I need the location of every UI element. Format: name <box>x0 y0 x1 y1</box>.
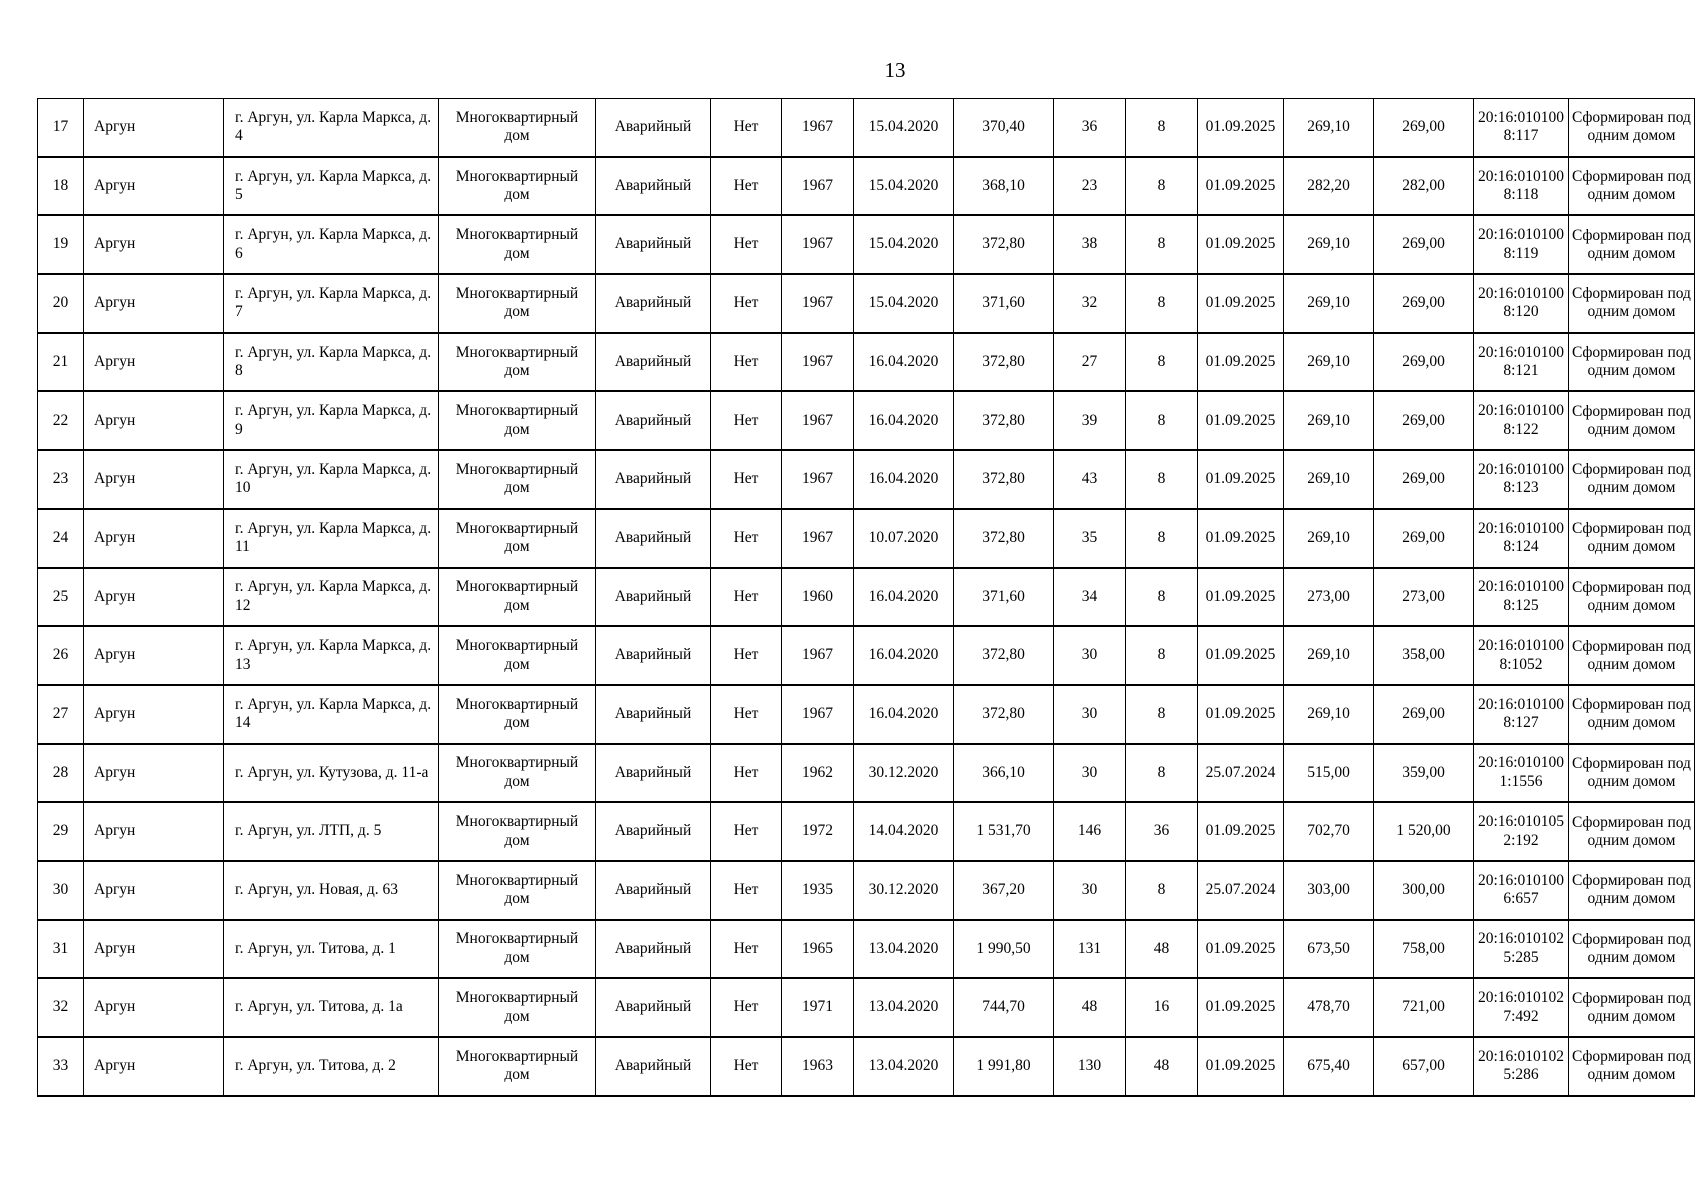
plot-area-cell: 359,00 <box>1374 744 1474 803</box>
municipality-cell: Аргун <box>84 978 224 1037</box>
condition-cell: Аварийный <box>596 391 711 450</box>
apartments-cell: 8 <box>1126 861 1198 920</box>
resettlement-date-cell: 01.09.2025 <box>1198 920 1284 979</box>
municipality-cell: Аргун <box>84 1037 224 1096</box>
plot-status-cell: Сформирован под одним домом <box>1569 333 1695 392</box>
total-area-cell: 371,60 <box>954 274 1054 333</box>
condition-cell: Аварийный <box>596 978 711 1037</box>
build-year-cell: 1967 <box>782 391 854 450</box>
residents-cell: 27 <box>1054 333 1126 392</box>
table-row <box>38 802 1695 861</box>
total-area-cell: 1 991,80 <box>954 1037 1054 1096</box>
build-year-cell: 1967 <box>782 450 854 509</box>
apartments-cell: 8 <box>1126 157 1198 216</box>
building-type-cell: Многоквартирный дом <box>439 1037 596 1096</box>
total-area-cell: 370,40 <box>954 99 1054 157</box>
condition-cell: Аварийный <box>596 744 711 803</box>
residents-cell: 43 <box>1054 450 1126 509</box>
building-type-cell: Многоквартирный дом <box>439 744 596 803</box>
row-number-cell: 28 <box>38 744 84 803</box>
table-row <box>38 744 1695 803</box>
address-cell: г. Аргун, ул. Кутузова, д. 11-а <box>224 744 439 803</box>
table-row <box>38 978 1695 1037</box>
municipality-cell: Аргун <box>84 568 224 627</box>
condition-cell: Аварийный <box>596 861 711 920</box>
plot-status-cell: Сформирован под одним домом <box>1569 568 1695 627</box>
recognition-date-cell: 16.04.2020 <box>854 391 954 450</box>
plot-area-cell: 269,00 <box>1374 215 1474 274</box>
flag-cell: Нет <box>711 274 782 333</box>
resettlement-date-cell: 25.07.2024 <box>1198 744 1284 803</box>
plot-status-cell: Сформирован под одним домом <box>1569 978 1695 1037</box>
table-row <box>38 157 1695 216</box>
building-type-cell: Многоквартирный дом <box>439 685 596 744</box>
cadastral-number-cell: 20:16:0101008:127 <box>1474 685 1569 744</box>
condition-cell: Аварийный <box>596 450 711 509</box>
plot-area-cell: 358,00 <box>1374 626 1474 685</box>
apartments-cell: 8 <box>1126 685 1198 744</box>
residents-cell: 39 <box>1054 391 1126 450</box>
residential-area-cell: 269,10 <box>1284 685 1374 744</box>
resettlement-date-cell: 01.09.2025 <box>1198 450 1284 509</box>
flag-cell: Нет <box>711 978 782 1037</box>
cadastral-number-cell: 20:16:0101008:121 <box>1474 333 1569 392</box>
flag-cell: Нет <box>711 802 782 861</box>
condition-cell: Аварийный <box>596 1037 711 1096</box>
flag-cell: Нет <box>711 1037 782 1096</box>
municipality-cell: Аргун <box>84 391 224 450</box>
municipality-cell: Аргун <box>84 744 224 803</box>
cadastral-number-cell: 20:16:0101008:117 <box>1474 99 1569 157</box>
plot-status-cell: Сформирован под одним домом <box>1569 450 1695 509</box>
row-number-cell: 17 <box>38 99 84 157</box>
resettlement-date-cell: 01.09.2025 <box>1198 568 1284 627</box>
row-number-cell: 29 <box>38 802 84 861</box>
residents-cell: 131 <box>1054 920 1126 979</box>
cadastral-number-cell: 20:16:0101008:120 <box>1474 274 1569 333</box>
build-year-cell: 1967 <box>782 685 854 744</box>
recognition-date-cell: 13.04.2020 <box>854 1037 954 1096</box>
address-cell: г. Аргун, ул. Карла Маркса, д. 10 <box>224 450 439 509</box>
row-number-cell: 21 <box>38 333 84 392</box>
address-cell: г. Аргун, ул. Титова, д. 2 <box>224 1037 439 1096</box>
residential-area-cell: 269,10 <box>1284 450 1374 509</box>
build-year-cell: 1967 <box>782 626 854 685</box>
total-area-cell: 371,60 <box>954 568 1054 627</box>
residents-cell: 32 <box>1054 274 1126 333</box>
table-row <box>38 568 1695 627</box>
total-area-cell: 372,80 <box>954 626 1054 685</box>
total-area-cell: 372,80 <box>954 450 1054 509</box>
plot-area-cell: 269,00 <box>1374 333 1474 392</box>
recognition-date-cell: 16.04.2020 <box>854 568 954 627</box>
plot-area-cell: 269,00 <box>1374 274 1474 333</box>
address-cell: г. Аргун, ул. Карла Маркса, д. 7 <box>224 274 439 333</box>
row-number-cell: 30 <box>38 861 84 920</box>
condition-cell: Аварийный <box>596 685 711 744</box>
building-type-cell: Многоквартирный дом <box>439 391 596 450</box>
row-number-cell: 20 <box>38 274 84 333</box>
residents-cell: 48 <box>1054 978 1126 1037</box>
total-area-cell: 1 990,50 <box>954 920 1054 979</box>
table-row <box>38 626 1695 685</box>
build-year-cell: 1963 <box>782 1037 854 1096</box>
resettlement-date-cell: 01.09.2025 <box>1198 99 1284 157</box>
flag-cell: Нет <box>711 920 782 979</box>
apartments-cell: 16 <box>1126 978 1198 1037</box>
cadastral-number-cell: 20:16:0101008:123 <box>1474 450 1569 509</box>
flag-cell: Нет <box>711 568 782 627</box>
cadastral-number-cell: 20:16:0101025:285 <box>1474 920 1569 979</box>
resettlement-date-cell: 01.09.2025 <box>1198 274 1284 333</box>
residential-area-cell: 269,10 <box>1284 99 1374 157</box>
table-row <box>38 450 1695 509</box>
condition-cell: Аварийный <box>596 568 711 627</box>
residents-cell: 130 <box>1054 1037 1126 1096</box>
plot-status-cell: Сформирован под одним домом <box>1569 744 1695 803</box>
residents-cell: 34 <box>1054 568 1126 627</box>
plot-status-cell: Сформирован под одним домом <box>1569 861 1695 920</box>
cadastral-number-cell: 20:16:0101008:125 <box>1474 568 1569 627</box>
flag-cell: Нет <box>711 450 782 509</box>
resettlement-date-cell: 01.09.2025 <box>1198 802 1284 861</box>
condition-cell: Аварийный <box>596 509 711 568</box>
building-type-cell: Многоквартирный дом <box>439 99 596 157</box>
row-number-cell: 31 <box>38 920 84 979</box>
apartments-cell: 48 <box>1126 1037 1198 1096</box>
building-type-cell: Многоквартирный дом <box>439 274 596 333</box>
plot-status-cell: Сформирован под одним домом <box>1569 1037 1695 1096</box>
row-number-cell: 22 <box>38 391 84 450</box>
page-number: 13 <box>884 58 906 82</box>
row-number-cell: 27 <box>38 685 84 744</box>
residential-area-cell: 702,70 <box>1284 802 1374 861</box>
cadastral-number-cell: 20:16:0101008:122 <box>1474 391 1569 450</box>
condition-cell: Аварийный <box>596 920 711 979</box>
address-cell: г. Аргун, ул. Карла Маркса, д. 4 <box>224 99 439 157</box>
address-cell: г. Аргун, ул. Карла Маркса, д. 14 <box>224 685 439 744</box>
apartments-cell: 8 <box>1126 99 1198 157</box>
recognition-date-cell: 15.04.2020 <box>854 157 954 216</box>
recognition-date-cell: 15.04.2020 <box>854 99 954 157</box>
plot-area-cell: 721,00 <box>1374 978 1474 1037</box>
building-type-cell: Многоквартирный дом <box>439 568 596 627</box>
flag-cell: Нет <box>711 861 782 920</box>
resettlement-date-cell: 01.09.2025 <box>1198 626 1284 685</box>
municipality-cell: Аргун <box>84 509 224 568</box>
cadastral-number-cell: 20:16:0101025:286 <box>1474 1037 1569 1096</box>
apartments-cell: 8 <box>1126 626 1198 685</box>
plot-area-cell: 269,00 <box>1374 509 1474 568</box>
plot-status-cell: Сформирован под одним домом <box>1569 626 1695 685</box>
condition-cell: Аварийный <box>596 215 711 274</box>
apartments-cell: 36 <box>1126 802 1198 861</box>
plot-area-cell: 300,00 <box>1374 861 1474 920</box>
resettlement-date-cell: 01.09.2025 <box>1198 1037 1284 1096</box>
table-row <box>38 99 1695 157</box>
residents-cell: 30 <box>1054 861 1126 920</box>
build-year-cell: 1972 <box>782 802 854 861</box>
resettlement-date-cell: 01.09.2025 <box>1198 978 1284 1037</box>
residential-area-cell: 478,70 <box>1284 978 1374 1037</box>
residential-area-cell: 269,10 <box>1284 509 1374 568</box>
build-year-cell: 1967 <box>782 274 854 333</box>
flag-cell: Нет <box>711 509 782 568</box>
municipality-cell: Аргун <box>84 920 224 979</box>
plot-area-cell: 269,00 <box>1374 685 1474 744</box>
condition-cell: Аварийный <box>596 99 711 157</box>
total-area-cell: 372,80 <box>954 685 1054 744</box>
municipality-cell: Аргун <box>84 215 224 274</box>
residential-area-cell: 675,40 <box>1284 1037 1374 1096</box>
cadastral-number-cell: 20:16:0101008:124 <box>1474 509 1569 568</box>
row-number-cell: 23 <box>38 450 84 509</box>
cadastral-number-cell: 20:16:0101006:657 <box>1474 861 1569 920</box>
total-area-cell: 372,80 <box>954 333 1054 392</box>
build-year-cell: 1962 <box>782 744 854 803</box>
municipality-cell: Аргун <box>84 685 224 744</box>
plot-status-cell: Сформирован под одним домом <box>1569 391 1695 450</box>
building-type-cell: Многоквартирный дом <box>439 215 596 274</box>
recognition-date-cell: 14.04.2020 <box>854 802 954 861</box>
residential-area-cell: 282,20 <box>1284 157 1374 216</box>
flag-cell: Нет <box>711 685 782 744</box>
building-type-cell: Многоквартирный дом <box>439 861 596 920</box>
residents-cell: 30 <box>1054 685 1126 744</box>
address-cell: г. Аргун, ул. Карла Маркса, д. 9 <box>224 391 439 450</box>
address-cell: г. Аргун, ул. Титова, д. 1а <box>224 978 439 1037</box>
residential-area-cell: 269,10 <box>1284 274 1374 333</box>
total-area-cell: 366,10 <box>954 744 1054 803</box>
table-row <box>38 861 1695 920</box>
plot-area-cell: 758,00 <box>1374 920 1474 979</box>
table-row <box>38 920 1695 979</box>
plot-area-cell: 269,00 <box>1374 99 1474 157</box>
recognition-date-cell: 16.04.2020 <box>854 626 954 685</box>
table-row <box>38 391 1695 450</box>
plot-area-cell: 273,00 <box>1374 568 1474 627</box>
recognition-date-cell: 10.07.2020 <box>854 509 954 568</box>
row-number-cell: 32 <box>38 978 84 1037</box>
flag-cell: Нет <box>711 391 782 450</box>
apartments-cell: 8 <box>1126 215 1198 274</box>
plot-status-cell: Сформирован под одним домом <box>1569 274 1695 333</box>
plot-status-cell: Сформирован под одним домом <box>1569 920 1695 979</box>
apartments-cell: 8 <box>1126 744 1198 803</box>
table-row <box>38 215 1695 274</box>
plot-status-cell: Сформирован под одним домом <box>1569 157 1695 216</box>
total-area-cell: 372,80 <box>954 509 1054 568</box>
build-year-cell: 1967 <box>782 157 854 216</box>
residents-cell: 36 <box>1054 99 1126 157</box>
table-row <box>38 509 1695 568</box>
row-number-cell: 25 <box>38 568 84 627</box>
address-cell: г. Аргун, ул. Карла Маркса, д. 12 <box>224 568 439 627</box>
plot-area-cell: 282,00 <box>1374 157 1474 216</box>
plot-status-cell: Сформирован под одним домом <box>1569 509 1695 568</box>
apartments-cell: 48 <box>1126 920 1198 979</box>
row-number-cell: 33 <box>38 1037 84 1096</box>
table-row <box>38 685 1695 744</box>
residents-cell: 23 <box>1054 157 1126 216</box>
recognition-date-cell: 15.04.2020 <box>854 274 954 333</box>
resettlement-date-cell: 01.09.2025 <box>1198 333 1284 392</box>
building-type-cell: Многоквартирный дом <box>439 157 596 216</box>
row-number-cell: 26 <box>38 626 84 685</box>
flag-cell: Нет <box>711 333 782 392</box>
build-year-cell: 1960 <box>782 568 854 627</box>
build-year-cell: 1967 <box>782 509 854 568</box>
apartments-cell: 8 <box>1126 509 1198 568</box>
apartments-cell: 8 <box>1126 568 1198 627</box>
flag-cell: Нет <box>711 744 782 803</box>
address-cell: г. Аргун, ул. Карла Маркса, д. 5 <box>224 157 439 216</box>
row-number-cell: 19 <box>38 215 84 274</box>
condition-cell: Аварийный <box>596 157 711 216</box>
residential-area-cell: 273,00 <box>1284 568 1374 627</box>
residential-area-cell: 269,10 <box>1284 333 1374 392</box>
resettlement-date-cell: 01.09.2025 <box>1198 391 1284 450</box>
building-type-cell: Многоквартирный дом <box>439 626 596 685</box>
residents-cell: 30 <box>1054 744 1126 803</box>
condition-cell: Аварийный <box>596 333 711 392</box>
recognition-date-cell: 30.12.2020 <box>854 861 954 920</box>
municipality-cell: Аргун <box>84 157 224 216</box>
plot-status-cell: Сформирован под одним домом <box>1569 215 1695 274</box>
build-year-cell: 1971 <box>782 978 854 1037</box>
recognition-date-cell: 13.04.2020 <box>854 978 954 1037</box>
plot-area-cell: 1 520,00 <box>1374 802 1474 861</box>
residential-area-cell: 269,10 <box>1284 215 1374 274</box>
cadastral-number-cell: 20:16:0101027:492 <box>1474 978 1569 1037</box>
cadastral-number-cell: 20:16:0101052:192 <box>1474 802 1569 861</box>
plot-area-cell: 269,00 <box>1374 450 1474 509</box>
total-area-cell: 368,10 <box>954 157 1054 216</box>
residential-area-cell: 673,50 <box>1284 920 1374 979</box>
build-year-cell: 1967 <box>782 215 854 274</box>
plot-status-cell: Сформирован под одним домом <box>1569 802 1695 861</box>
residents-cell: 35 <box>1054 509 1126 568</box>
recognition-date-cell: 16.04.2020 <box>854 333 954 392</box>
municipality-cell: Аргун <box>84 99 224 157</box>
address-cell: г. Аргун, ул. Титова, д. 1 <box>224 920 439 979</box>
residents-cell: 146 <box>1054 802 1126 861</box>
building-type-cell: Многоквартирный дом <box>439 978 596 1037</box>
address-cell: г. Аргун, ул. Карла Маркса, д. 13 <box>224 626 439 685</box>
building-type-cell: Многоквартирный дом <box>439 920 596 979</box>
address-cell: г. Аргун, ул. ЛТП, д. 5 <box>224 802 439 861</box>
flag-cell: Нет <box>711 99 782 157</box>
address-cell: г. Аргун, ул. Карла Маркса, д. 6 <box>224 215 439 274</box>
residents-cell: 30 <box>1054 626 1126 685</box>
municipality-cell: Аргун <box>84 861 224 920</box>
total-area-cell: 744,70 <box>954 978 1054 1037</box>
apartments-cell: 8 <box>1126 450 1198 509</box>
build-year-cell: 1965 <box>782 920 854 979</box>
housing-registry-table <box>37 98 1695 1097</box>
resettlement-date-cell: 01.09.2025 <box>1198 215 1284 274</box>
condition-cell: Аварийный <box>596 626 711 685</box>
flag-cell: Нет <box>711 215 782 274</box>
municipality-cell: Аргун <box>84 450 224 509</box>
resettlement-date-cell: 01.09.2025 <box>1198 509 1284 568</box>
cadastral-number-cell: 20:16:0101001:1556 <box>1474 744 1569 803</box>
table-row <box>38 1037 1695 1096</box>
apartments-cell: 8 <box>1126 274 1198 333</box>
address-cell: г. Аргун, ул. Карла Маркса, д. 8 <box>224 333 439 392</box>
municipality-cell: Аргун <box>84 274 224 333</box>
condition-cell: Аварийный <box>596 274 711 333</box>
resettlement-date-cell: 01.09.2025 <box>1198 685 1284 744</box>
residential-area-cell: 515,00 <box>1284 744 1374 803</box>
recognition-date-cell: 15.04.2020 <box>854 215 954 274</box>
condition-cell: Аварийный <box>596 802 711 861</box>
total-area-cell: 1 531,70 <box>954 802 1054 861</box>
flag-cell: Нет <box>711 157 782 216</box>
apartments-cell: 8 <box>1126 333 1198 392</box>
plot-area-cell: 269,00 <box>1374 391 1474 450</box>
cadastral-number-cell: 20:16:0101008:1052 <box>1474 626 1569 685</box>
plot-status-cell: Сформирован под одним домом <box>1569 99 1695 157</box>
cadastral-number-cell: 20:16:0101008:118 <box>1474 157 1569 216</box>
building-type-cell: Многоквартирный дом <box>439 450 596 509</box>
apartments-cell: 8 <box>1126 391 1198 450</box>
table-body <box>38 99 1695 1096</box>
build-year-cell: 1935 <box>782 861 854 920</box>
building-type-cell: Многоквартирный дом <box>439 802 596 861</box>
building-type-cell: Многоквартирный дом <box>439 509 596 568</box>
row-number-cell: 18 <box>38 157 84 216</box>
cadastral-number-cell: 20:16:0101008:119 <box>1474 215 1569 274</box>
total-area-cell: 372,80 <box>954 215 1054 274</box>
flag-cell: Нет <box>711 626 782 685</box>
recognition-date-cell: 16.04.2020 <box>854 450 954 509</box>
resettlement-date-cell: 25.07.2024 <box>1198 861 1284 920</box>
table-row <box>38 333 1695 392</box>
build-year-cell: 1967 <box>782 99 854 157</box>
total-area-cell: 367,20 <box>954 861 1054 920</box>
residential-area-cell: 269,10 <box>1284 391 1374 450</box>
building-type-cell: Многоквартирный дом <box>439 333 596 392</box>
municipality-cell: Аргун <box>84 626 224 685</box>
resettlement-date-cell: 01.09.2025 <box>1198 157 1284 216</box>
build-year-cell: 1967 <box>782 333 854 392</box>
municipality-cell: Аргун <box>84 333 224 392</box>
residential-area-cell: 303,00 <box>1284 861 1374 920</box>
address-cell: г. Аргун, ул. Новая, д. 63 <box>224 861 439 920</box>
table-row <box>38 274 1695 333</box>
residents-cell: 38 <box>1054 215 1126 274</box>
recognition-date-cell: 13.04.2020 <box>854 920 954 979</box>
municipality-cell: Аргун <box>84 802 224 861</box>
address-cell: г. Аргун, ул. Карла Маркса, д. 11 <box>224 509 439 568</box>
recognition-date-cell: 30.12.2020 <box>854 744 954 803</box>
row-number-cell: 24 <box>38 509 84 568</box>
plot-status-cell: Сформирован под одним домом <box>1569 685 1695 744</box>
total-area-cell: 372,80 <box>954 391 1054 450</box>
plot-area-cell: 657,00 <box>1374 1037 1474 1096</box>
recognition-date-cell: 16.04.2020 <box>854 685 954 744</box>
residential-area-cell: 269,10 <box>1284 626 1374 685</box>
